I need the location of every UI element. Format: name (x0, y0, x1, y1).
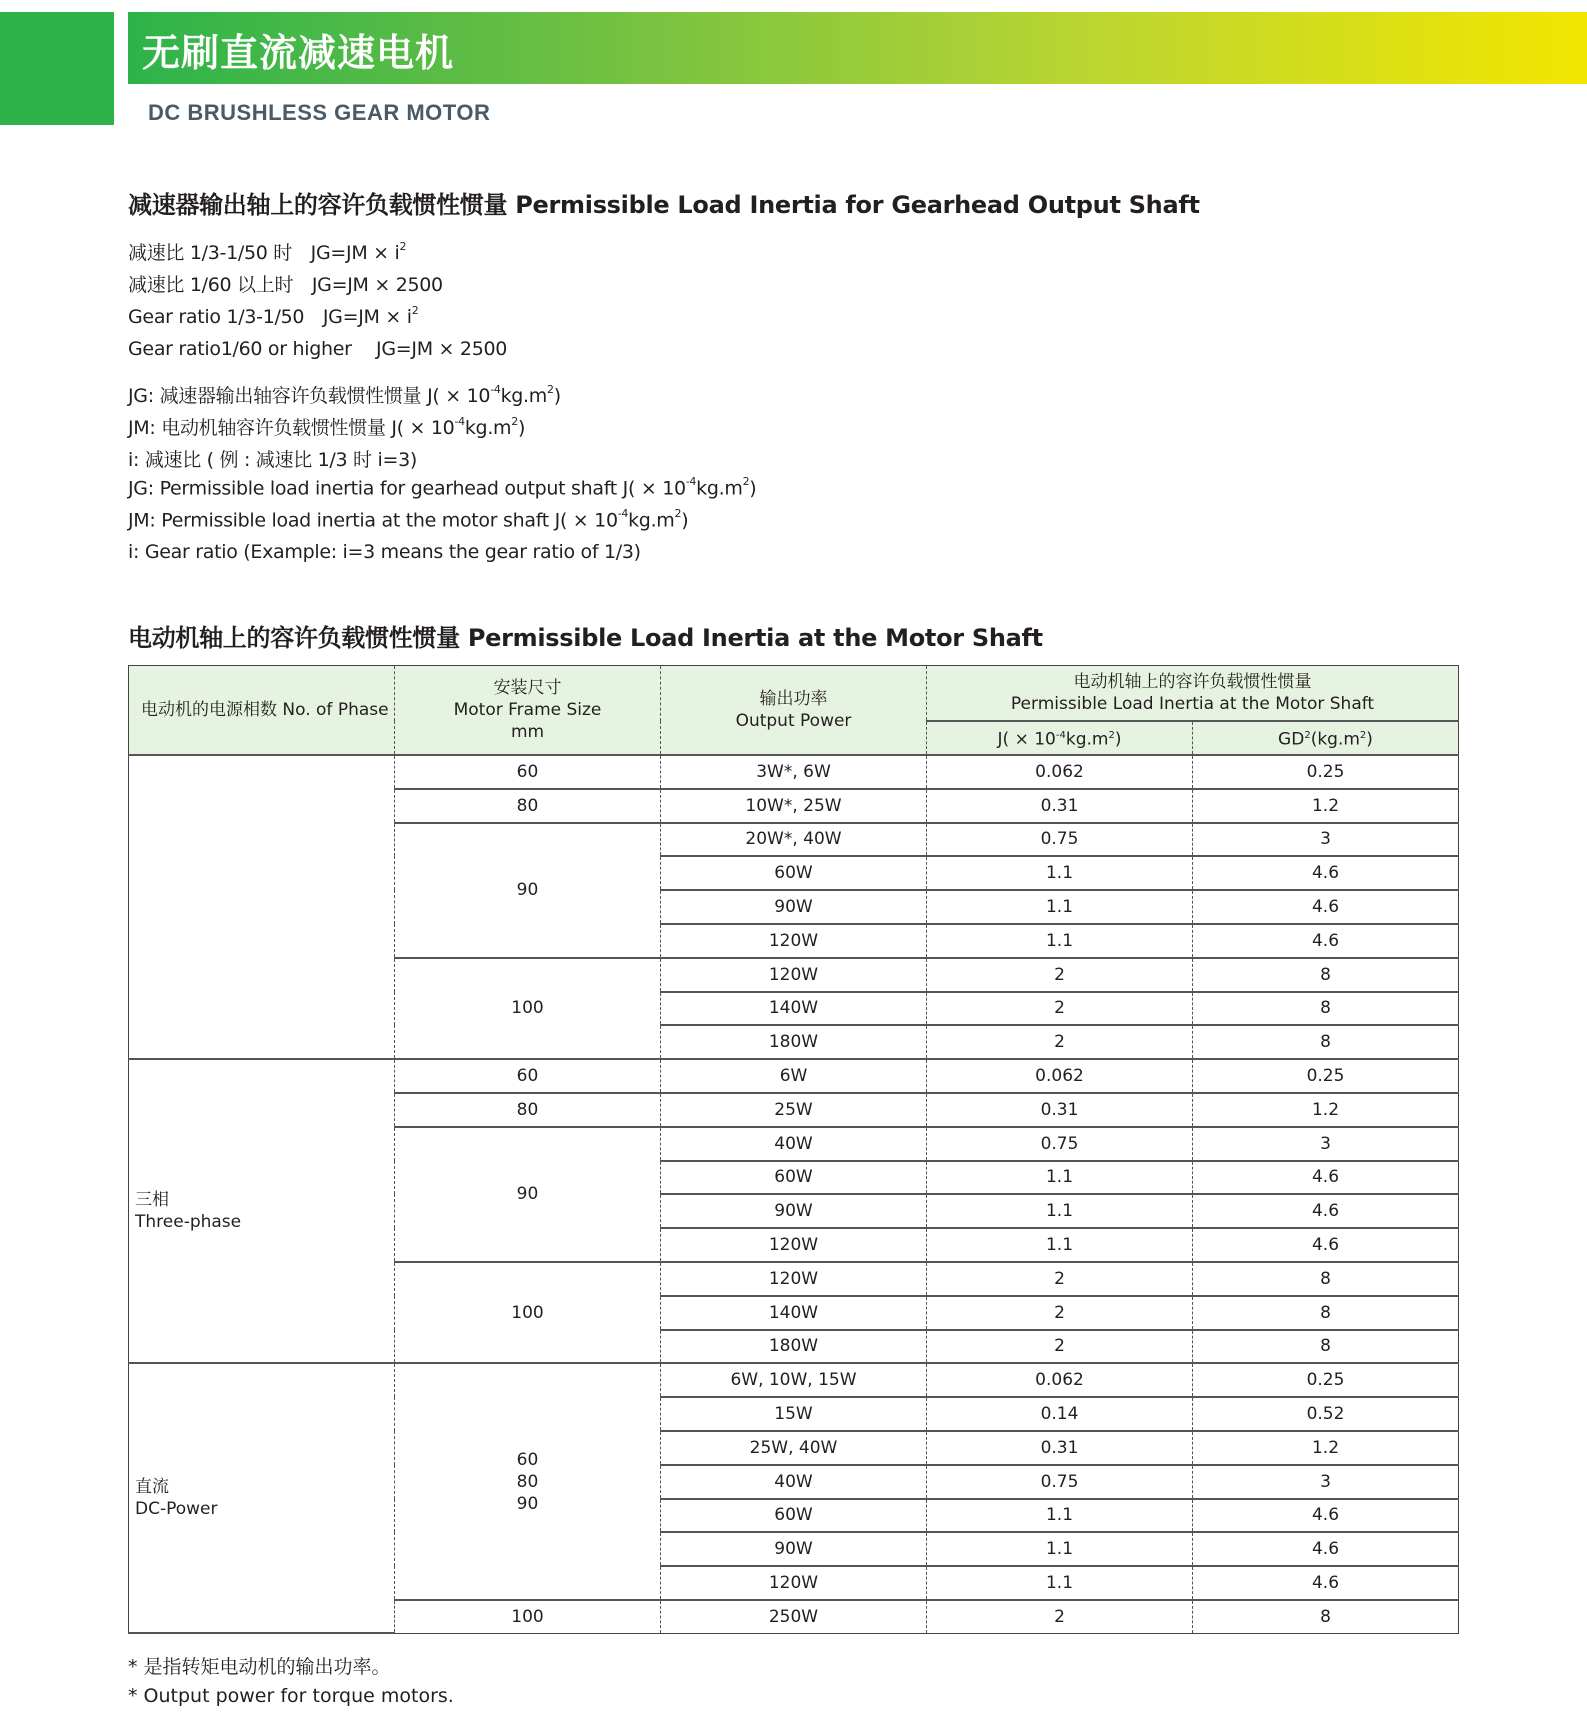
gd-cell: 8 (1193, 1296, 1459, 1330)
gd-cell: 0.52 (1193, 1397, 1459, 1431)
power-cell: 180W (661, 1330, 927, 1364)
gd-cell: 1.2 (1193, 1431, 1459, 1465)
j-cell: 0.062 (927, 1059, 1193, 1093)
j-cell: 0.062 (927, 1363, 1193, 1397)
gd-cell: 0.25 (1193, 755, 1459, 789)
phase-dc-en: DC-Power (135, 1499, 218, 1520)
definition-jm-cn: JM: 电动机轴容许负载惯性惯量 $J( \times 10^{-4}kg.m^2)$ (128, 414, 526, 439)
power-cell: 140W (661, 992, 927, 1026)
j-cell: 2 (927, 992, 1193, 1026)
power-cell: 3W*, 6W (661, 755, 927, 789)
j-cell: 0.75 (927, 1127, 1193, 1161)
j-cell: 1.1 (927, 890, 1193, 924)
j-cell: 0.31 (927, 789, 1193, 823)
definition-jg-en: JG: Permissible load inertia for gearhead output shaft $J( \times 10^{-4}kg.m^2)$ (128, 475, 757, 500)
gd-cell: 4.6 (1193, 1194, 1459, 1228)
header-inertia-cn: 电动机轴上的容许负载惯性惯量 (1073, 672, 1312, 692)
header-frame-en: Motor Frame Size (453, 700, 602, 720)
j-cell: 2 (927, 1025, 1193, 1059)
power-cell: 90W (661, 890, 927, 924)
gd-cell: 4.6 (1193, 1161, 1459, 1195)
power-cell: 120W (661, 1228, 927, 1262)
power-cell: 120W (661, 1262, 927, 1296)
j-cell: 0.31 (927, 1093, 1193, 1127)
header-output-power (661, 666, 927, 756)
gd-cell: 8 (1193, 992, 1459, 1026)
power-cell: 180W (661, 1025, 927, 1059)
gd-cell: 8 (1193, 1330, 1459, 1364)
power-cell: 90W (661, 1532, 927, 1566)
gd-cell: 1.2 (1193, 789, 1459, 823)
phase-three-cn: 三相 (135, 1190, 169, 1211)
frame-cell: 80 (395, 1093, 661, 1127)
power-cell: 120W (661, 1566, 927, 1600)
frame-cell: 80 (395, 789, 661, 823)
section-heading-gearhead: 减速器输出轴上的容许负载惯性惯量 Permissible Load Inertia for Gearhead Output Shaft (128, 191, 1200, 219)
j-cell: 0.75 (927, 823, 1193, 857)
j-cell: 1.1 (927, 1228, 1193, 1262)
header-inertia-en: Permissible Load Inertia at the Motor Shaft (1010, 694, 1375, 714)
gd-cell: 4.6 (1193, 924, 1459, 958)
gd-cell: 4.6 (1193, 1499, 1459, 1533)
j-cell: 2 (927, 1330, 1193, 1364)
inertia-table (128, 665, 1459, 1634)
power-cell: 60W (661, 856, 927, 890)
power-cell: 15W (661, 1397, 927, 1431)
definition-jg-cn: JG: 减速器输出轴容许负载惯性惯量 $J( \times 10^{-4}kg.m^2)$ (128, 382, 561, 407)
phase-cell-dc-power (129, 1363, 395, 1633)
frame-cell: 100 (395, 958, 661, 1059)
j-cell: 2 (927, 1600, 1193, 1633)
power-cell: 6W (661, 1059, 927, 1093)
title-banner (128, 12, 1587, 84)
header-frame-unit: mm (510, 722, 545, 742)
j-cell: 0.14 (927, 1397, 1193, 1431)
phase-cell-blank (129, 755, 395, 1059)
frame-value-80: 80 (516, 1471, 539, 1492)
power-cell: 40W (661, 1465, 927, 1499)
frame-cell: 60 (395, 755, 661, 789)
gd-cell: 3 (1193, 1465, 1459, 1499)
header-j: $J( \times 10^{-4}kg.m^2)$ (927, 721, 1193, 755)
frame-cell: 90 (395, 823, 661, 958)
gd-cell: 3 (1193, 823, 1459, 857)
j-cell: 0.062 (927, 755, 1193, 789)
frame-cell: 100 (395, 1600, 661, 1633)
phase-dc-cn: 直流 (135, 1477, 169, 1498)
power-cell: 6W, 10W, 15W (661, 1363, 927, 1397)
header-phase: 电动机的电源相数 No. of Phase (129, 666, 395, 756)
power-cell: 20W*, 40W (661, 823, 927, 857)
gd-cell: 0.25 (1193, 1363, 1459, 1397)
definition-jm-en: JM: Permissible load inertia at the motor shaft $J( \times 10^{-4}kg.m^2)$ (128, 507, 689, 532)
power-cell: 140W (661, 1296, 927, 1330)
page-title-cn: 无刷直流减速电机 (142, 31, 455, 75)
page-title-en: DC BRUSHLESS GEAR MOTOR (148, 100, 491, 125)
gd-cell: 0.25 (1193, 1059, 1459, 1093)
definition-i-en: i: Gear ratio (Example: i=3 means the gear ratio of 1/3) (128, 541, 641, 563)
phase-three-en: Three-phase (135, 1212, 242, 1233)
power-cell: 40W (661, 1127, 927, 1161)
header-gd2: $GD^2(kg.m^2)$ (1193, 721, 1459, 755)
j-cell: 2 (927, 1296, 1193, 1330)
header-power-cn: 输出功率 (759, 689, 828, 709)
gd-cell: 8 (1193, 1025, 1459, 1059)
j-cell: 1.1 (927, 856, 1193, 890)
gd-cell: 1.2 (1193, 1093, 1459, 1127)
table-row (129, 1059, 1459, 1093)
j-cell: 2 (927, 1262, 1193, 1296)
formula-line-2: 减速比 1/60 以上时 JG=JM × 2500 (128, 274, 443, 296)
power-cell: 25W, 40W (661, 1431, 927, 1465)
header-inertia (927, 666, 1459, 722)
header-frame-cn: 安装尺寸 (493, 678, 562, 698)
gd-cell: 4.6 (1193, 1228, 1459, 1262)
frame-value-90: 90 (516, 1493, 539, 1514)
header-power-en: Output Power (735, 711, 852, 731)
gd-cell: 8 (1193, 1262, 1459, 1296)
frame-cell: 60 (395, 1059, 661, 1093)
j-cell: 1.1 (927, 924, 1193, 958)
gd-cell: 4.6 (1193, 1566, 1459, 1600)
gd-cell: 4.6 (1193, 856, 1459, 890)
table-row (129, 755, 1459, 789)
formula-line-1: 减速比 1/3-1/50 时 $JG=JM \times i^2$ (128, 239, 407, 264)
power-cell: 25W (661, 1093, 927, 1127)
formula-line-3: Gear ratio 1/3-1/50 $JG=JM \times i^2$ (128, 303, 419, 328)
gd-cell: 3 (1193, 1127, 1459, 1161)
power-cell: 120W (661, 924, 927, 958)
j-cell: 1.1 (927, 1194, 1193, 1228)
section-heading-motor-shaft: 电动机轴上的容许负载惯性惯量 Permissible Load Inertia at the Motor Shaft (128, 624, 1043, 652)
power-cell: 60W (661, 1161, 927, 1195)
j-cell: 0.31 (927, 1431, 1193, 1465)
gd-cell: 8 (1193, 1600, 1459, 1633)
power-cell: 120W (661, 958, 927, 992)
j-cell: 0.75 (927, 1465, 1193, 1499)
power-cell: 250W (661, 1600, 927, 1633)
gd-cell: 4.6 (1193, 890, 1459, 924)
footnote-cn: * 是指转矩电动机的输出功率。 (128, 1656, 391, 1678)
power-cell: 10W*, 25W (661, 789, 927, 823)
formula-line-4: Gear ratio1/60 or higher JG=JM × 2500 (128, 338, 508, 360)
j-cell: 2 (927, 958, 1193, 992)
gd-cell: 8 (1193, 958, 1459, 992)
j-cell: 1.1 (927, 1161, 1193, 1195)
footnote-en: * Output power for torque motors. (128, 1685, 454, 1707)
j-cell: 1.1 (927, 1532, 1193, 1566)
frame-value-60: 60 (516, 1449, 539, 1470)
frame-cell: 100 (395, 1262, 661, 1363)
gd-cell: 4.6 (1193, 1532, 1459, 1566)
power-cell: 60W (661, 1499, 927, 1533)
table-row (129, 1363, 1459, 1397)
frame-cell-multi (395, 1363, 661, 1600)
definition-i-cn: i: 减速比 ( 例 : 减速比 1/3 时 i=3) (128, 449, 417, 471)
power-cell: 90W (661, 1194, 927, 1228)
brand-side-block (0, 12, 114, 125)
frame-cell: 90 (395, 1127, 661, 1262)
j-cell: 1.1 (927, 1499, 1193, 1533)
phase-cell-three-phase (129, 1059, 395, 1363)
header-frame-size (395, 666, 661, 756)
j-cell: 1.1 (927, 1566, 1193, 1600)
